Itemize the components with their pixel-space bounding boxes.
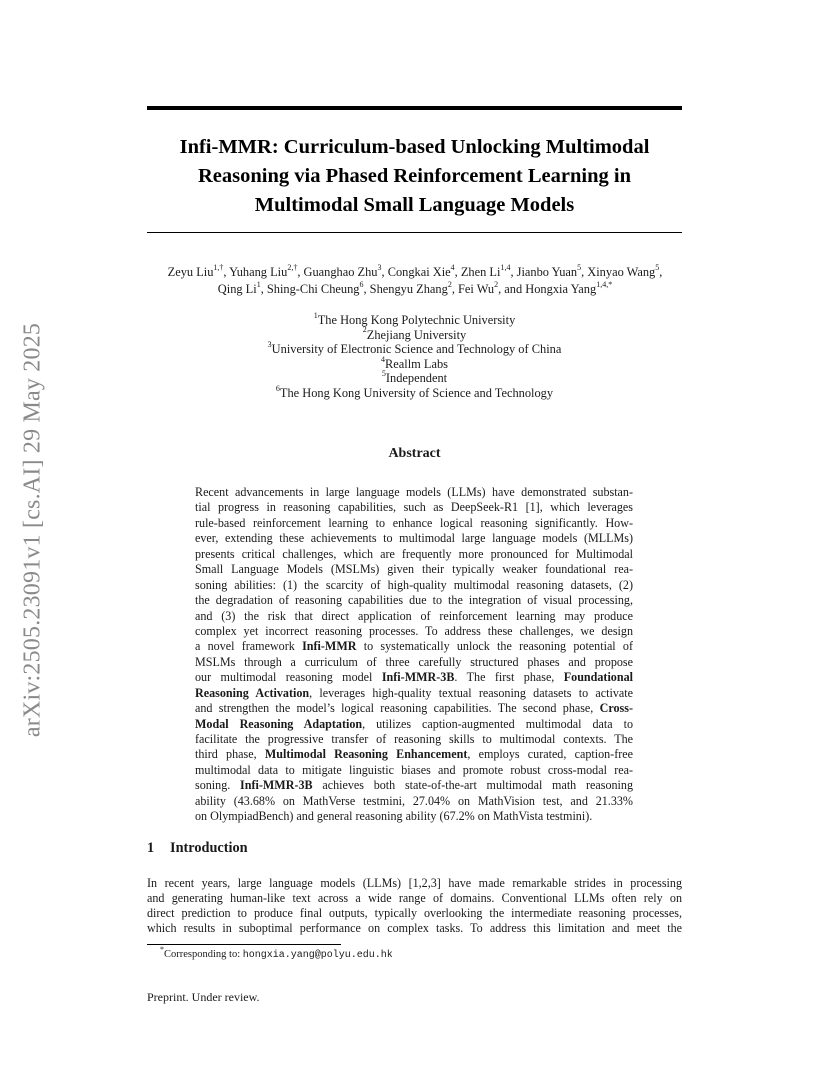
abstract-line: presents critical challenges, which are frequently more pronounced for Multimodal	[195, 546, 633, 561]
section-title: Introduction	[170, 840, 248, 856]
corresponding-author-footnote: *Corresponding to: hongxia.yang@polyu.edu.hk	[160, 944, 393, 961]
affiliation: $^3$University of Electronic Science and Technology of China	[267, 340, 562, 357]
abstract-line: multimodal data to mitigate linguistic biases and promote robust cross-modal rea-	[195, 762, 633, 777]
abstract-line: rule-based reinforcement learning to enhance logical reasoning significantly. How-	[195, 515, 633, 530]
abstract-line: soning. Infi-MMR-3B achieves both state-of-the-art multimodal math reasoning	[195, 778, 633, 793]
section-number: 1	[147, 840, 155, 856]
abstract-line: Reasoning Activation, leverages high-quality textual reasoning datasets to activate	[195, 685, 633, 700]
abstract-line: complex yet incorrect reasoning processes. To address these challenges, we design	[195, 623, 633, 638]
abstract-line: and (3) the risk that direct application of reinforcement learning may produce	[195, 608, 633, 623]
abstract-line: a novel framework Infi-MMR to systematically unlock the reasoning potential of	[195, 639, 633, 654]
abstract-line: tial progress in reasoning capabilities, such as DeepSeek-R1 [1], which leverages	[195, 500, 633, 515]
affiliation: $^2$Zhejiang University	[362, 325, 467, 342]
intro-line: direct prediction to produce final outputs, typically overlooking the intermediate reasoning processes,	[147, 905, 682, 920]
title-line: Infi-MMR: Curriculum-based Unlocking Multimodal	[179, 136, 650, 158]
title-bottom-rule	[147, 232, 682, 233]
abstract-line: the degradation of reasoning capabilities due to the integration of visual processing,	[195, 593, 633, 608]
abstract-line: facilitate the progressive transfer of reasoning skills to multimodal contexts. The	[195, 732, 633, 746]
footnote-rule	[147, 944, 341, 945]
title-line: Multimodal Small Language Models	[254, 194, 575, 216]
abstract-heading: Abstract	[388, 446, 441, 461]
abstract-line: soning abilities: (1) the scarcity of high-quality multimodal reasoning datasets, (2)	[195, 577, 633, 592]
paper-title	[147, 133, 682, 220]
author-line: Qing Li$^1$, Shing-Chi Cheung$^6$, Shengyu Zhang$^2$, Fei Wu$^2$, and Hongxia Yang$^{1,4,*}$	[217, 279, 613, 296]
author-list	[140, 264, 690, 298]
intro-line: which results in suboptimal performance on complex tasks. To address this limitation and meet the	[147, 920, 682, 935]
abstract-line: and strengthen the model’s logical reasoning capabilities. The second phase, Cross-	[195, 701, 633, 716]
abstract-line: Modal Reasoning Adaptation, utilizes caption-augmented multimodal data to	[195, 716, 633, 731]
abstract-line: MSLMs through a curriculum of three carefully structured phases and propose	[195, 654, 633, 669]
section-heading-introduction	[147, 840, 248, 857]
affiliation: $^6$The Hong Kong University of Science and Technology	[275, 383, 554, 400]
affiliation-list	[147, 310, 682, 401]
abstract-line: on OlympiadBench) and general reasoning ability (67.2% on MathVista testmini).	[195, 809, 593, 824]
intro-line: In recent years, large language models (LLMs) [1,2,3] have made remarkable strides in processing	[147, 876, 682, 890]
corresponding-email: hongxia.yang@polyu.edu.hk	[242, 950, 393, 961]
affiliation: $^4$Reallm Labs	[381, 354, 448, 371]
abstract-line: Recent advancements in large language models (LLMs) have demonstrated substan-	[195, 485, 633, 499]
title-top-rule	[147, 106, 682, 110]
author-line: Zeyu Liu$^{1,\dagger}$, Yuhang Liu$^{2,\dagger}$, Guanghao Zhu$^3$, Congkai Xie$^4$, Zhen Li$^{1,4}$, Jianbo Yuan$^5$, Xinyao Wang$^5$,	[167, 262, 663, 279]
affiliation: $^1$The Hong Kong Polytechnic University	[313, 310, 516, 327]
abstract-line: third phase, Multimodal Reasoning Enhancement, employs curated, caption-free	[195, 747, 633, 762]
abstract-line: Small Language Models (MSLMs) given their typically weaker foundational rea-	[195, 562, 633, 577]
title-line: Reasoning via Phased Reinforcement Learning in	[198, 165, 631, 187]
arxiv-identifier-stamp: arXiv:2505.23091v1 [cs.AI] 29 May 2025	[19, 322, 46, 738]
abstract-line: ability (43.68% on MathVerse testmini, 27.04% on MathVision test, and 21.33%	[195, 793, 633, 808]
abstract-text	[195, 485, 633, 825]
affiliation: $^5$Independent	[381, 369, 448, 386]
abstract-line: our multimodal reasoning model Infi-MMR-3B. The first phase, Foundational	[195, 670, 633, 685]
introduction-text	[147, 876, 682, 936]
intro-line: and generating human-like text across a wide range of domains. Conventional LLMs often rely on	[147, 890, 682, 905]
abstract-line: ever, extending these achievements to multimodal large language models (MLLMs)	[195, 531, 633, 546]
preprint-notice: Preprint. Under review.	[147, 990, 260, 1004]
